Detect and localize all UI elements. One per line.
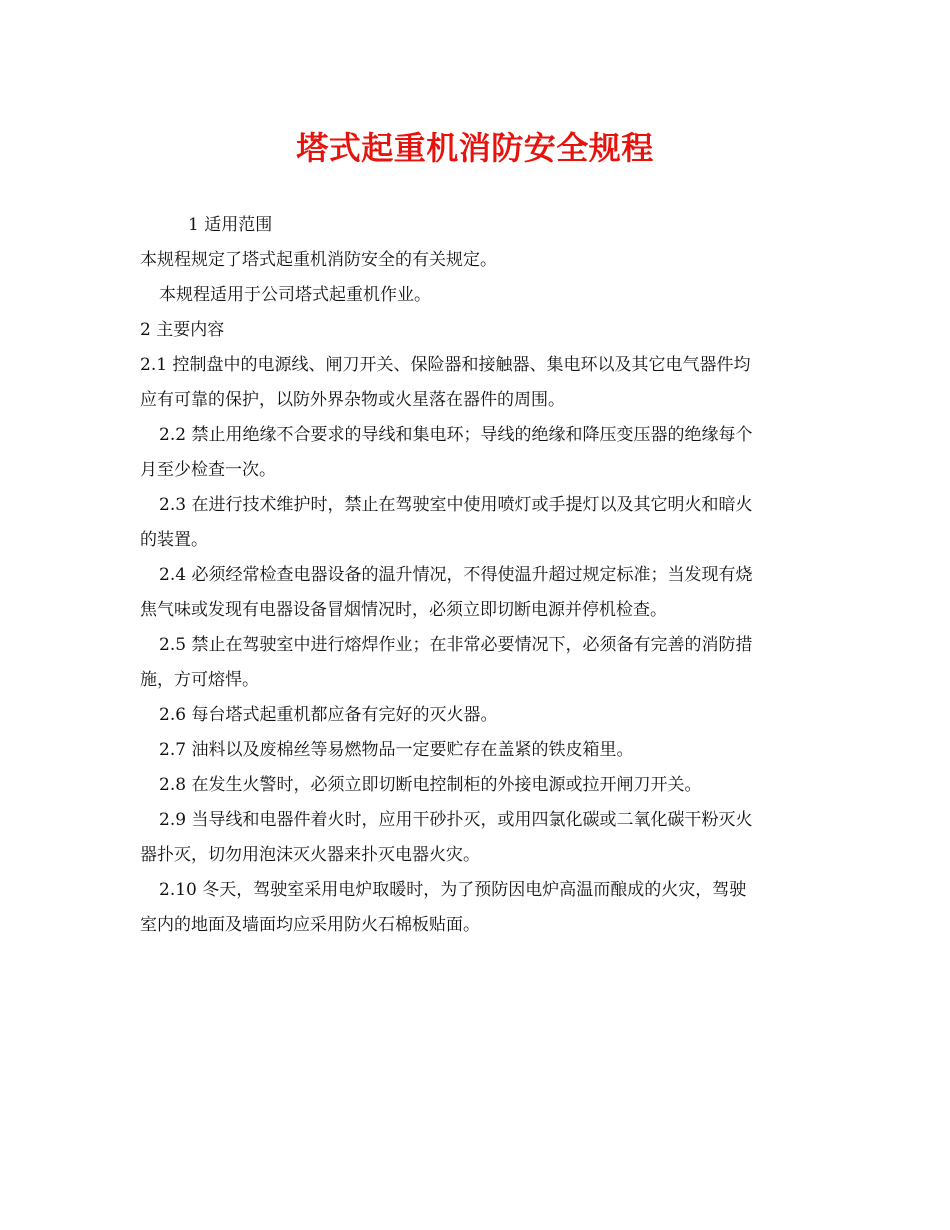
clause-2-1: 2.1 控制盘中的电源线、闸刀开关、保险器和接触器、集电环以及其它电气器件均 <box>140 355 751 375</box>
paragraph-line: 本规程适用于公司塔式起重机作业。 <box>159 285 431 305</box>
clause-2-3-cont: 的装置。 <box>140 530 208 550</box>
clause-2-9: 2.9 当导线和电器件着火时，应用干砂扑灭，或用四氯化碳或二氧化碳干粉灭火 <box>159 810 753 830</box>
clause-2-9-cont: 器扑灭，切勿用泡沫灭火器来扑灭电器火灾。 <box>140 845 480 865</box>
clause-2-1-cont: 应有可靠的保护，以防外界杂物或火星落在器件的周围。 <box>140 390 565 410</box>
clause-2-2: 2.2 禁止用绝缘不合要求的导线和集电环；导线的绝缘和降压变压器的绝缘每个 <box>159 425 753 445</box>
section-heading-scope: 1 适用范围 <box>188 215 273 235</box>
clause-2-8: 2.8 在发生火警时，必须立即切断电控制柜的外接电源或拉开闸刀开关。 <box>159 775 702 795</box>
clause-2-6: 2.6 每台塔式起重机都应备有完好的灭火器。 <box>159 705 498 725</box>
document-title: 塔式起重机消防安全规程 <box>296 129 654 167</box>
clause-2-4: 2.4 必须经常检查电器设备的温升情况，不得使温升超过规定标准；当发现有烧 <box>159 565 753 585</box>
clause-2-10: 2.10 冬天，驾驶室采用电炉取暖时，为了预防因电炉高温而酿成的火灾，驾驶 <box>159 880 747 900</box>
clause-2-10-cont: 室内的地面及墙面均应采用防火石棉板贴面。 <box>140 915 480 935</box>
clause-2-5-cont: 施，方可熔悍。 <box>140 670 259 690</box>
document-body <box>140 208 812 943</box>
clause-2-3: 2.3 在进行技术维护时，禁止在驾驶室中使用喷灯或手提灯以及其它明火和暗火 <box>159 495 753 515</box>
clause-2-5: 2.5 禁止在驾驶室中进行熔焊作业；在非常必要情况下，必须备有完善的消防措 <box>159 635 753 655</box>
clause-2-7: 2.7 油料以及废棉丝等易燃物品一定要贮存在盖紧的铁皮箱里。 <box>159 740 634 760</box>
clause-2-4-cont: 焦气味或发现有电器设备冒烟情况时，必须立即切断电源并停机检查。 <box>140 600 667 620</box>
paragraph-line: 本规程规定了塔式起重机消防安全的有关规定。 <box>140 250 497 270</box>
section-heading-main-content: 2 主要内容 <box>140 320 225 340</box>
clause-2-2-cont: 月至少检查一次。 <box>140 460 276 480</box>
